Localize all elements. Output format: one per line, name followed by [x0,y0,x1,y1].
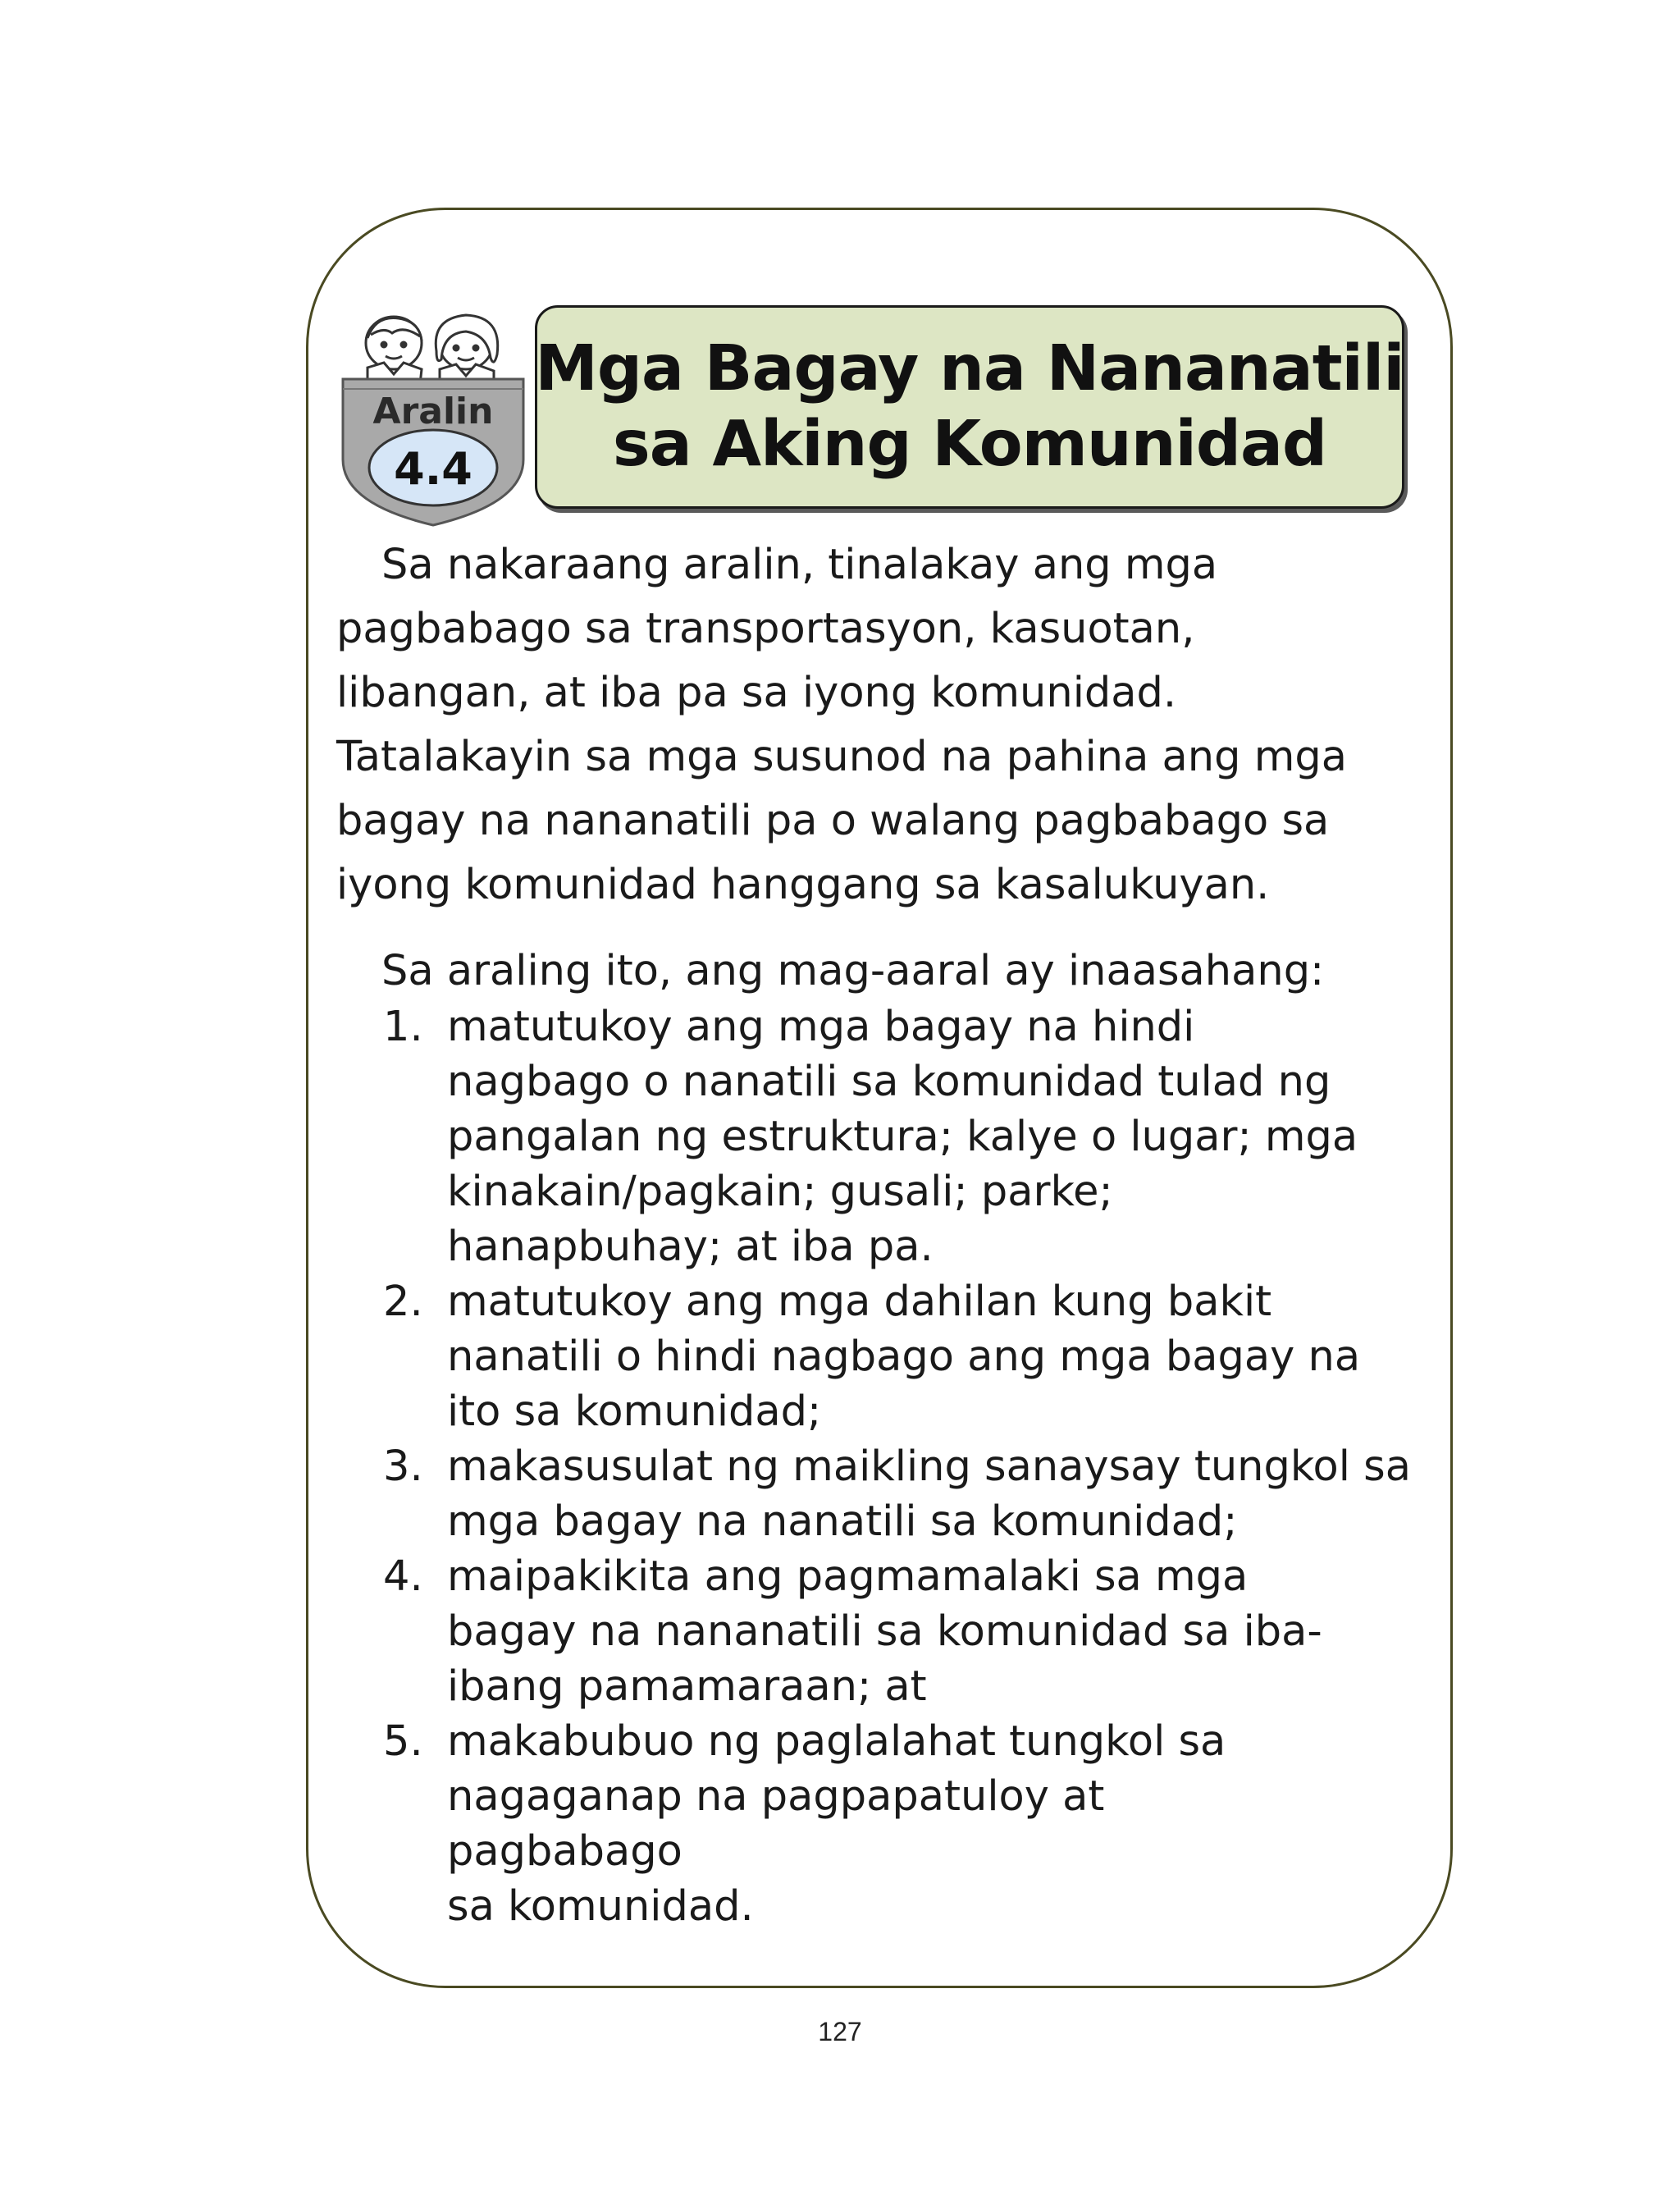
objective-number: 3. [383,1442,423,1491]
objectives-lead: Sa araling ito, ang mag-aaral ay inaasahang: [381,947,1325,995]
intro-line: Sa nakaraang aralin, tinalakay ang mga [381,541,1218,589]
objective-number: 2. [383,1278,423,1326]
child-girl-icon [436,315,497,386]
badge-label: Aralin [372,391,494,432]
objective-number: 1. [383,1003,423,1051]
badge-number: 4.4 [394,443,472,495]
intro-paragraph [336,533,1444,917]
objective-line: matutukoy ang mga bagay na hindi [447,1003,1195,1051]
objective-line: mga bagay na nanatili sa komunidad; [447,1497,1238,1546]
objective-item-4 [336,1549,1444,1714]
objective-number: 4. [383,1552,423,1601]
objective-line: ibang pamamaraan; at [447,1662,927,1711]
objective-line: ito sa komunidad; [447,1388,822,1436]
objective-line: kinakain/pagkain; gusali; parke; [447,1168,1113,1216]
intro-line: Tatalakayin sa mga susunod na pahina ang mga [336,733,1348,781]
objective-line: makabubuo ng paglalahat tungkol sa [447,1717,1226,1766]
objective-line: pangalan ng estruktura; kalye o lugar; mga [447,1113,1358,1161]
objective-line: maipakikita ang pagmamalaki sa mga [447,1552,1249,1601]
objective-line: pagbabago [447,1827,682,1876]
objective-line: nagaganap na pagpapatuloy at [447,1772,1105,1821]
objective-item-2 [336,1274,1444,1439]
objective-line: makasusulat ng maikling sanaysay tungkol sa [447,1442,1411,1491]
lesson-content [336,533,1444,1934]
lesson-title-box [535,305,1404,509]
objective-line: sa komunidad. [447,1882,754,1931]
objective-number: 5. [383,1717,423,1766]
objective-line: nanatili o hindi nagbago ang mga bagay na [447,1333,1361,1381]
objective-item-1 [336,999,1444,1274]
intro-line: libangan, at iba pa sa iyong komunidad. [336,669,1177,717]
objective-item-5 [336,1714,1444,1934]
page-number: 127 [818,2017,862,2046]
children-badge-illustration [335,310,532,532]
objective-line: hanapbuhay; at iba pa. [447,1223,934,1271]
objective-line: bagay na nananatili sa komunidad sa iba- [447,1607,1322,1656]
intro-line: iyong komunidad hanggang sa kasalukuyan. [336,861,1270,909]
child-boy-icon [366,317,422,384]
objective-line: matutukoy ang mga dahilan kung bakit [447,1278,1272,1326]
lesson-title-line-1: Mga Bagay na Nananatili [535,332,1404,405]
intro-line: pagbabago sa transportasyon, kasuotan, [336,605,1195,653]
objective-line: nagbago o nanatili sa komunidad tulad ng [447,1058,1331,1106]
lesson-title-line-2: sa Aking Komunidad [612,408,1327,481]
intro-line: bagay na nananatili pa o walang pagbabago sa [336,797,1330,845]
objectives-list [336,999,1444,1934]
objective-item-3 [336,1439,1444,1549]
aralin-badge [335,310,532,532]
